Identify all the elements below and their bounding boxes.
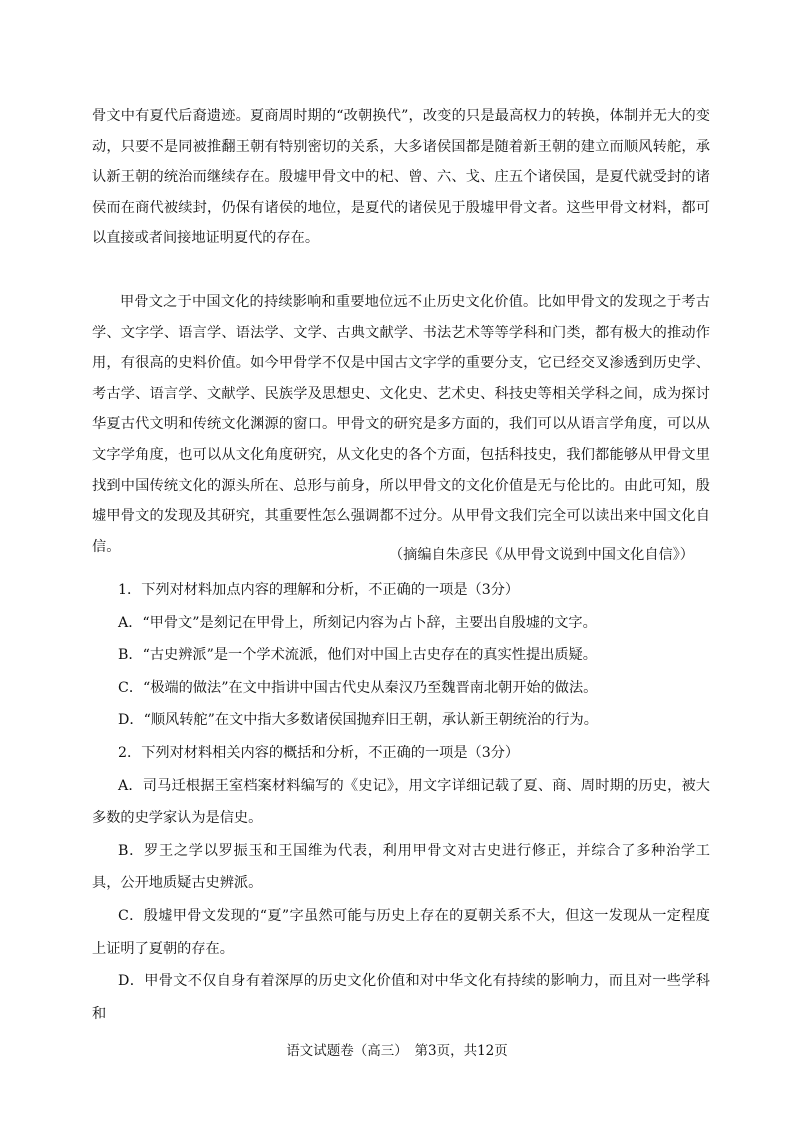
question-1-option-d: D．“顺风转舵”在文中指大多数诸侯国抛弃旧王朝，承认新王朝统治的行为。 bbox=[118, 712, 598, 729]
question-1-option-c: C．“极端的做法”在文中指讲中国古代史从秦汉乃至魏晋南北朝开始的做法。 bbox=[118, 679, 598, 696]
question-2-stem: 2．下列对材料相关内容的概括和分析，不正确的一项是（3分） bbox=[118, 744, 520, 761]
passage-paragraph-1: 骨文中有夏代后裔遗迹。夏商周时期的“改朝换代”，改变的只是最高权力的转换，体制并无大的变动，只要不是同被推翻王朝有特别密切的关系，大多诸侯国都是随着新王朝的建立而顺风转舵，承认新王朝的统治而继续存在。殷墟甲骨文中的杞、曾、六、戈、庄五个诸侯国，是夏代就受封的诸侯而在商代被续封，仍保有诸侯的地位，是夏代的诸侯见于殷墟甲骨文者。这些甲骨文材料，都可以直接或者间接地证明夏代的存在。 bbox=[92, 108, 710, 247]
question-1-option-a: A．“甲骨文”是刻记在甲骨上，所刻记内容为占卜辞，主要出自殷墟的文字。 bbox=[118, 614, 597, 631]
page-footer: 语文试题卷（高三） 第3页，共12页 bbox=[286, 1043, 508, 1059]
question-block bbox=[92, 574, 710, 1030]
passage-source-citation: （摘编自朱彦民《从甲骨文说到中国文化自信》） bbox=[388, 547, 694, 563]
question-2-option-b: B．罗王之学以罗振玉和王国维为代表，利用甲骨文对古史进行修正，并综合了多种治学工具，公开地质疑古史辨派。 bbox=[92, 842, 710, 892]
passage-paragraph-2: 甲骨文之于中国文化的持续影响和重要地位远不止历史文化价值。比如甲骨文的发现之于考古学、文字学、语言学、语法学、文学、古典文献学、书法艺术等等学科和门类，都有极大的推动作用，有很高的史料价值。如今甲骨学不仅是中国古文字学的重要分支，它已经交叉渗透到历史学、考古学、语言学、文献学、民族学及思想史、文化史、艺术史、科技史等相关学科之间，成为探讨华夏古代文明和传统文化渊源的窗口。甲骨文的研究是多方面的，我们可以从语言学角度，可以从文字学角度，也可以从文化角度研究，从文化史的各个方面，包括科技史，我们都能够从甲骨文里找到中国传统文化的源头所在、总形与前身，所以甲骨文的文化价值是无与伦比的。由此可知，殷墟甲骨文的发现及其研究，其重要性怎么强调都不过分。从甲骨文我们完全可以读出来中国文化自信。 bbox=[92, 294, 710, 555]
question-2-option-d: D．甲骨文不仅自身有着深厚的历史文化价值和对中华文化有持续的影响力，而且对一些学科和 bbox=[92, 973, 710, 1022]
question-1-option-b: B．“古史辨派”是一个学术流派，他们对中国上古史存在的真实性提出质疑。 bbox=[118, 647, 597, 664]
question-2-option-c: C．殷墟甲骨文发现的“夏”字虽然可能与历史上存在的夏朝关系不大，但这一发现从一定程度上证明了夏朝的存在。 bbox=[92, 907, 710, 957]
question-2-option-a: A．司马迁根据王室档案材料编写的《史记》，用文字详细记载了夏、商、周时期的历史，被大多数的史学家认为是信史。 bbox=[92, 777, 710, 827]
question-1-stem: 1．下列对材料加点内容的理解和分析，不正确的一项是（3分） bbox=[118, 582, 520, 598]
